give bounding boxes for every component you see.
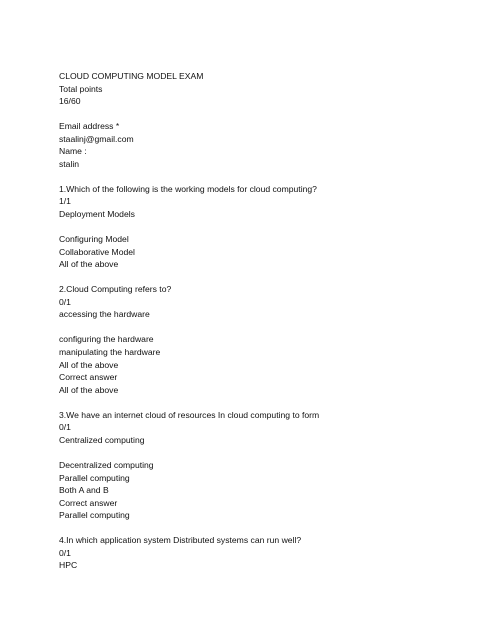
question-3-score: 0/1: [59, 422, 71, 433]
question-3-text: 3.We have an internet cloud of resources In cloud computing to form: [59, 409, 320, 420]
spacer: [59, 321, 479, 334]
question-3-correct-answer: Parallel computing: [59, 510, 130, 521]
question-2-option: All of the above: [59, 359, 119, 370]
question-1-score: 1/1: [59, 196, 71, 207]
spacer: [59, 108, 479, 121]
name-value: stalin: [59, 158, 80, 169]
question-1-text: 1.Which of the following is the working models for cloud computing?: [59, 183, 317, 194]
question-1-option: Configuring Model: [59, 234, 129, 245]
total-points-value: 16/60: [59, 96, 81, 107]
question-3-option: Parallel computing: [59, 472, 130, 483]
question-3-option: Both A and B: [59, 485, 109, 496]
spacer: [59, 271, 479, 284]
question-1-selected-answer: Deployment Models: [59, 209, 135, 220]
spacer: [59, 396, 479, 409]
question-3-selected-answer: Centralized computing: [59, 434, 145, 445]
exam-title: CLOUD COMPUTING MODEL EXAM: [59, 71, 204, 81]
question-4-score: 0/1: [59, 547, 71, 558]
question-2-option: configuring the hardware: [59, 334, 154, 345]
question-1-option: Collaborative Model: [59, 246, 135, 257]
question-2-option: manipulating the hardware: [59, 347, 161, 358]
question-1-option: All of the above: [59, 259, 119, 270]
question-2-correct-answer-label: Correct answer: [59, 372, 118, 383]
email-label: Email address *: [59, 121, 120, 132]
spacer: [59, 446, 479, 459]
spacer: [59, 522, 479, 535]
exam-document: [59, 70, 479, 572]
question-2-score: 0/1: [59, 296, 71, 307]
question-2-selected-answer: accessing the hardware: [59, 309, 150, 320]
question-4-text: 4.In which application system Distributed systems can run well?: [59, 535, 302, 546]
email-value: staalinj@gmail.com: [59, 133, 134, 144]
question-2-correct-answer: All of the above: [59, 384, 119, 395]
question-4-selected-answer: HPC: [59, 560, 78, 571]
spacer: [59, 221, 479, 234]
question-3-option: Decentralized computing: [59, 459, 154, 470]
question-2-text: 2.Cloud Computing refers to?: [59, 284, 172, 295]
question-3-correct-answer-label: Correct answer: [59, 497, 118, 508]
spacer: [59, 170, 479, 183]
total-points-label: Total points: [59, 83, 103, 94]
name-label: Name :: [59, 146, 87, 157]
